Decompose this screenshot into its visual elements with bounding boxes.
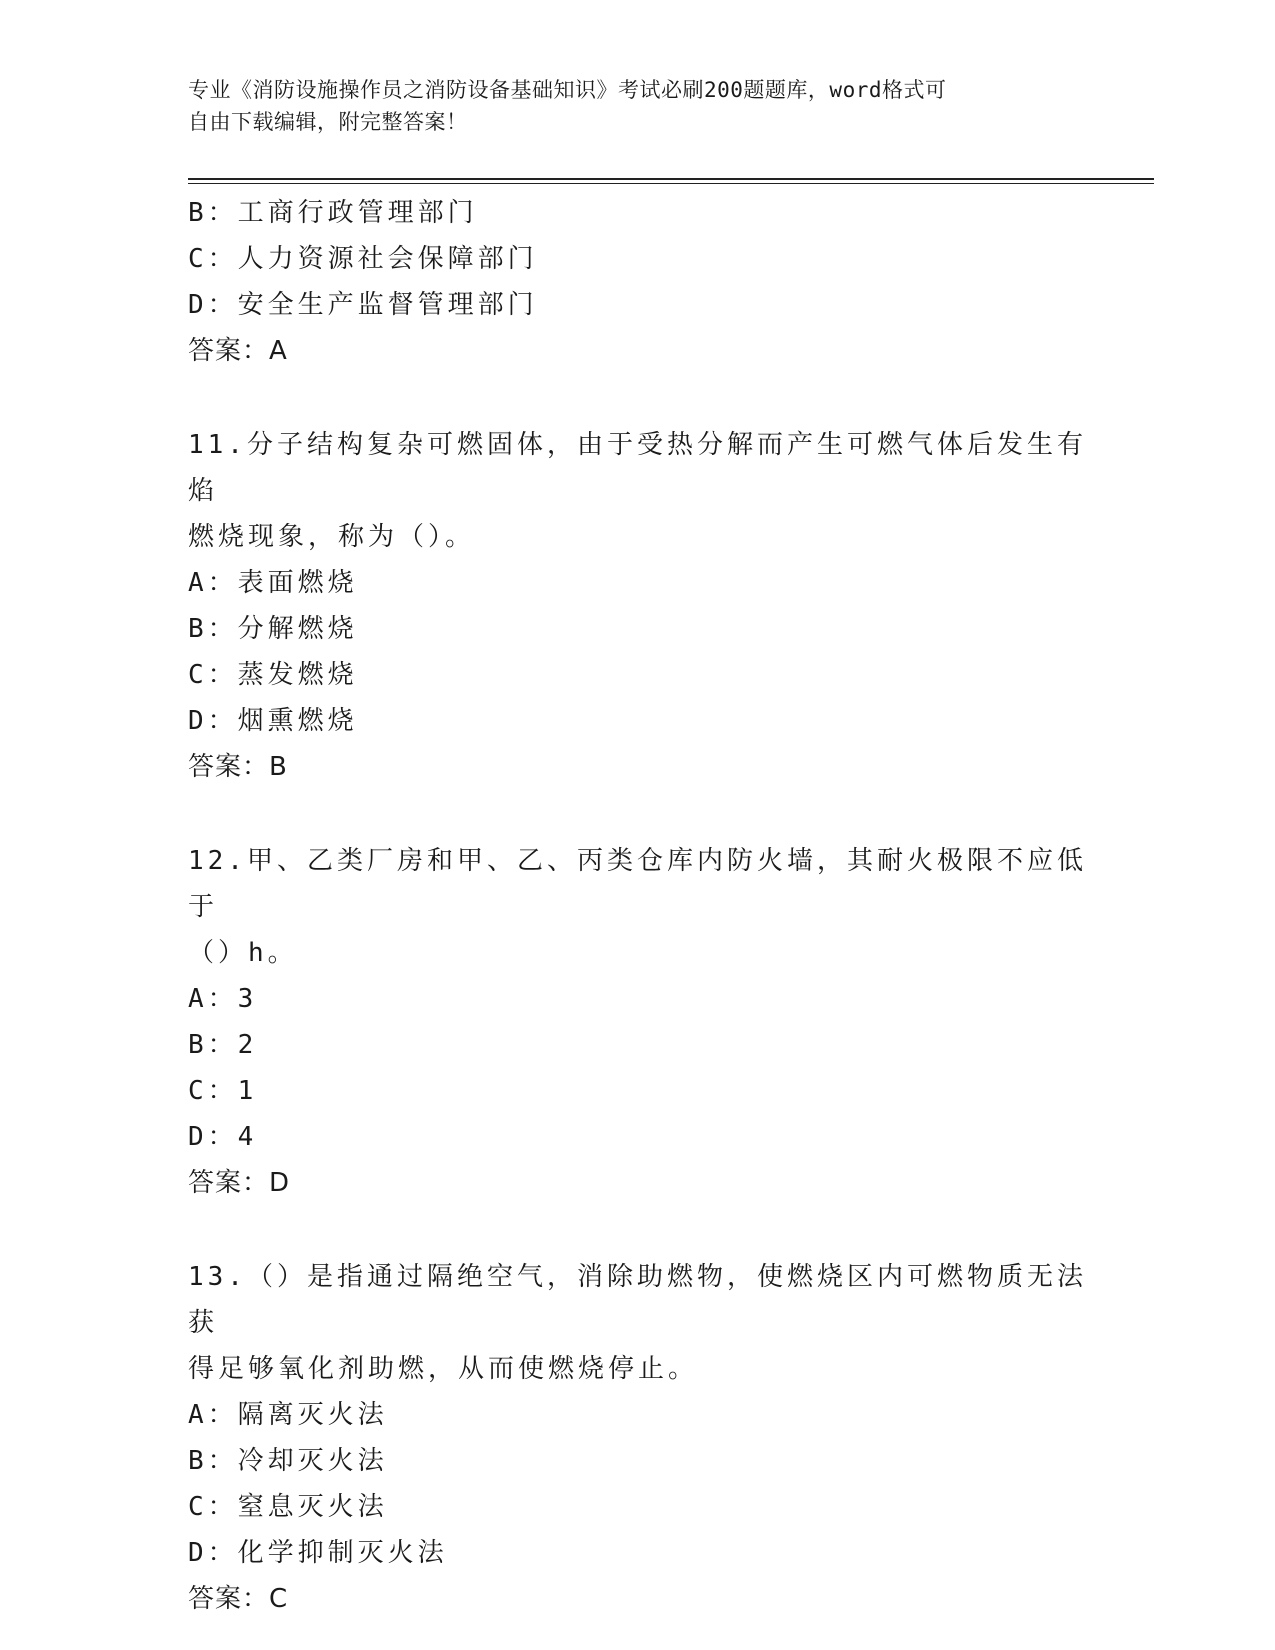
option-b: B：2 xyxy=(188,1030,258,1060)
question-fragment xyxy=(188,190,1088,374)
document-header xyxy=(188,74,1068,138)
question-list xyxy=(188,190,1088,1622)
question-stem-line: 11.分子结构复杂可燃固体，由于受热分解而产生可燃气体后发生有焰 xyxy=(188,430,1087,506)
answer-line: 答案：B xyxy=(188,752,288,782)
option-d: D：4 xyxy=(188,1122,258,1152)
question-11 xyxy=(188,422,1088,790)
option-a: A：表面燃烧 xyxy=(188,568,358,598)
answer-line: 答案：A xyxy=(188,336,288,366)
header-line-2: 自由下载编辑，附完整答案！ xyxy=(188,110,468,134)
option-b: B：冷却灭火法 xyxy=(188,1446,388,1476)
header-rule-thick xyxy=(188,178,1154,180)
option-b: B：分解燃烧 xyxy=(188,614,358,644)
option-a: A：隔离灭火法 xyxy=(188,1400,388,1430)
option-c: C：蒸发燃烧 xyxy=(188,660,358,690)
question-13 xyxy=(188,1254,1088,1622)
option-b: B：工商行政管理部门 xyxy=(188,198,478,228)
option-c: C：1 xyxy=(188,1076,258,1106)
answer-line: 答案：D xyxy=(188,1168,291,1198)
header-line-1: 专业《消防设施操作员之消防设备基础知识》考试必刷200题题库，word格式可 xyxy=(188,78,947,102)
option-d: D：安全生产监督管理部门 xyxy=(188,290,538,320)
option-c: C：窒息灭火法 xyxy=(188,1492,388,1522)
question-stem-line: 13.（）是指通过隔绝空气，消除助燃物，使燃烧区内可燃物质无法获 xyxy=(188,1262,1087,1338)
header-rule-thin xyxy=(188,183,1154,184)
question-stem-line: 得足够氧化剂助燃，从而使燃烧停止。 xyxy=(188,1354,699,1384)
answer-line: 答案：C xyxy=(188,1584,289,1614)
option-c: C：人力资源社会保障部门 xyxy=(188,244,538,274)
option-d: D：烟熏燃烧 xyxy=(188,706,358,736)
question-stem-line: （）h。 xyxy=(188,938,298,968)
option-a: A：3 xyxy=(188,984,258,1014)
option-d: D：化学抑制灭火法 xyxy=(188,1538,448,1568)
question-stem-line: 12.甲、乙类厂房和甲、乙、丙类仓库内防火墙，其耐火极限不应低于 xyxy=(188,846,1087,922)
question-12 xyxy=(188,838,1088,1206)
question-stem-line: 燃烧现象，称为（）。 xyxy=(188,522,476,552)
